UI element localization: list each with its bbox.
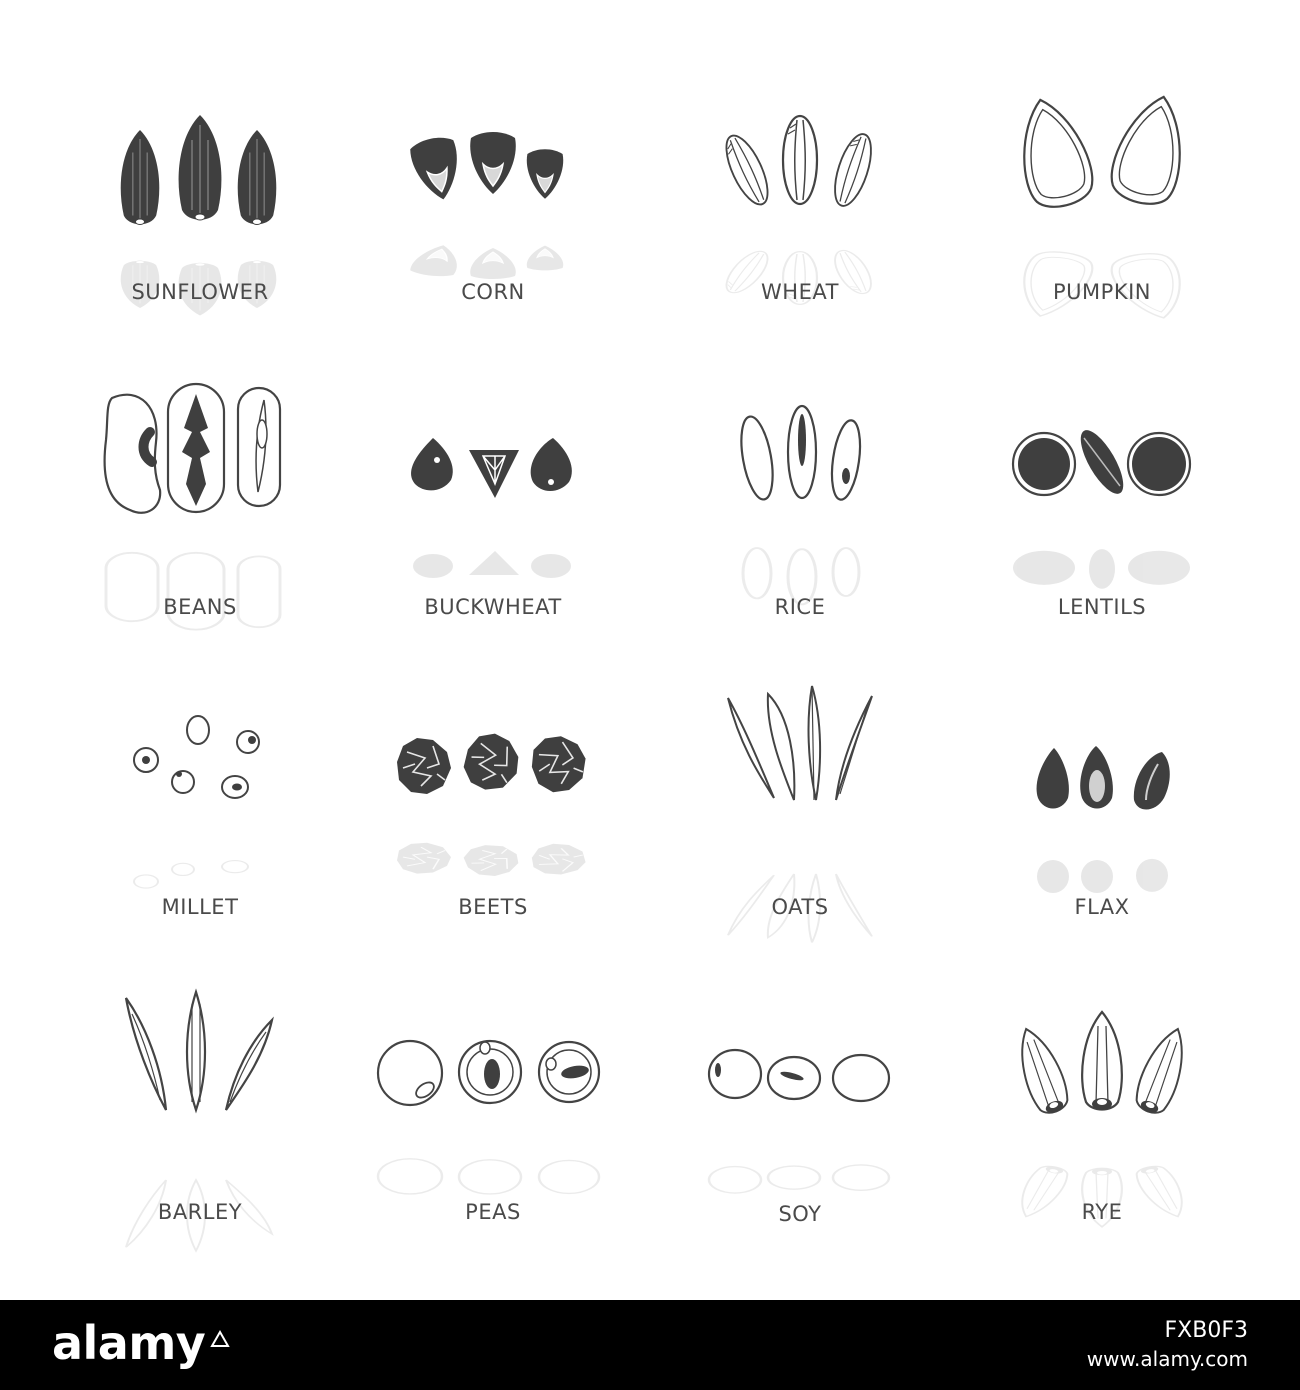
- icon-label: PEAS: [465, 1200, 521, 1224]
- brand-mark-icon: [210, 1330, 230, 1350]
- icon-label: PUMPKIN: [1053, 280, 1151, 304]
- peas-icon: [343, 990, 643, 1190]
- icon-label: BARLEY: [157, 1200, 243, 1224]
- buckwheat-icon: [343, 380, 643, 580]
- image-id: FXB0F3: [1164, 1318, 1248, 1343]
- icon-label: RICE: [774, 595, 826, 619]
- icon-label: MILLET: [161, 895, 239, 919]
- site-url: www.alamy.com: [1086, 1347, 1248, 1371]
- beet-seeds-icon: [343, 690, 643, 890]
- icon-label: CORN: [461, 280, 525, 304]
- watermark-footer: [0, 1300, 1300, 1390]
- beans-icon: [50, 380, 350, 580]
- icon-label: BUCKWHEAT: [424, 595, 562, 619]
- corn-kernels-icon: [343, 90, 643, 290]
- millet-icon: [50, 690, 350, 890]
- pumpkin-seeds-icon: [952, 90, 1252, 290]
- rye-grains-icon: [952, 990, 1252, 1190]
- icon-label: BEETS: [458, 895, 528, 919]
- barley-icon: [50, 990, 350, 1190]
- sunflower-seeds-icon: [50, 90, 350, 290]
- image-meta: [1087, 1318, 1248, 1371]
- lentils-icon: [952, 380, 1252, 580]
- flax-seeds-icon: [952, 690, 1252, 890]
- icon-label: WHEAT: [761, 280, 839, 304]
- icon-label: RYE: [1081, 1200, 1123, 1224]
- icon-label: SOY: [778, 1202, 822, 1226]
- rice-grains-icon: [650, 380, 950, 580]
- soy-beans-icon: [650, 990, 950, 1190]
- icon-label: BEANS: [163, 595, 237, 619]
- icon-label: FLAX: [1074, 895, 1130, 919]
- wheat-grains-icon: [650, 90, 950, 290]
- icon-label: SUNFLOWER: [131, 280, 269, 304]
- icon-label: LENTILS: [1057, 595, 1147, 619]
- oats-icon: [650, 690, 950, 890]
- brand-logo: alamy: [52, 1316, 206, 1370]
- icon-label: OATS: [771, 895, 829, 919]
